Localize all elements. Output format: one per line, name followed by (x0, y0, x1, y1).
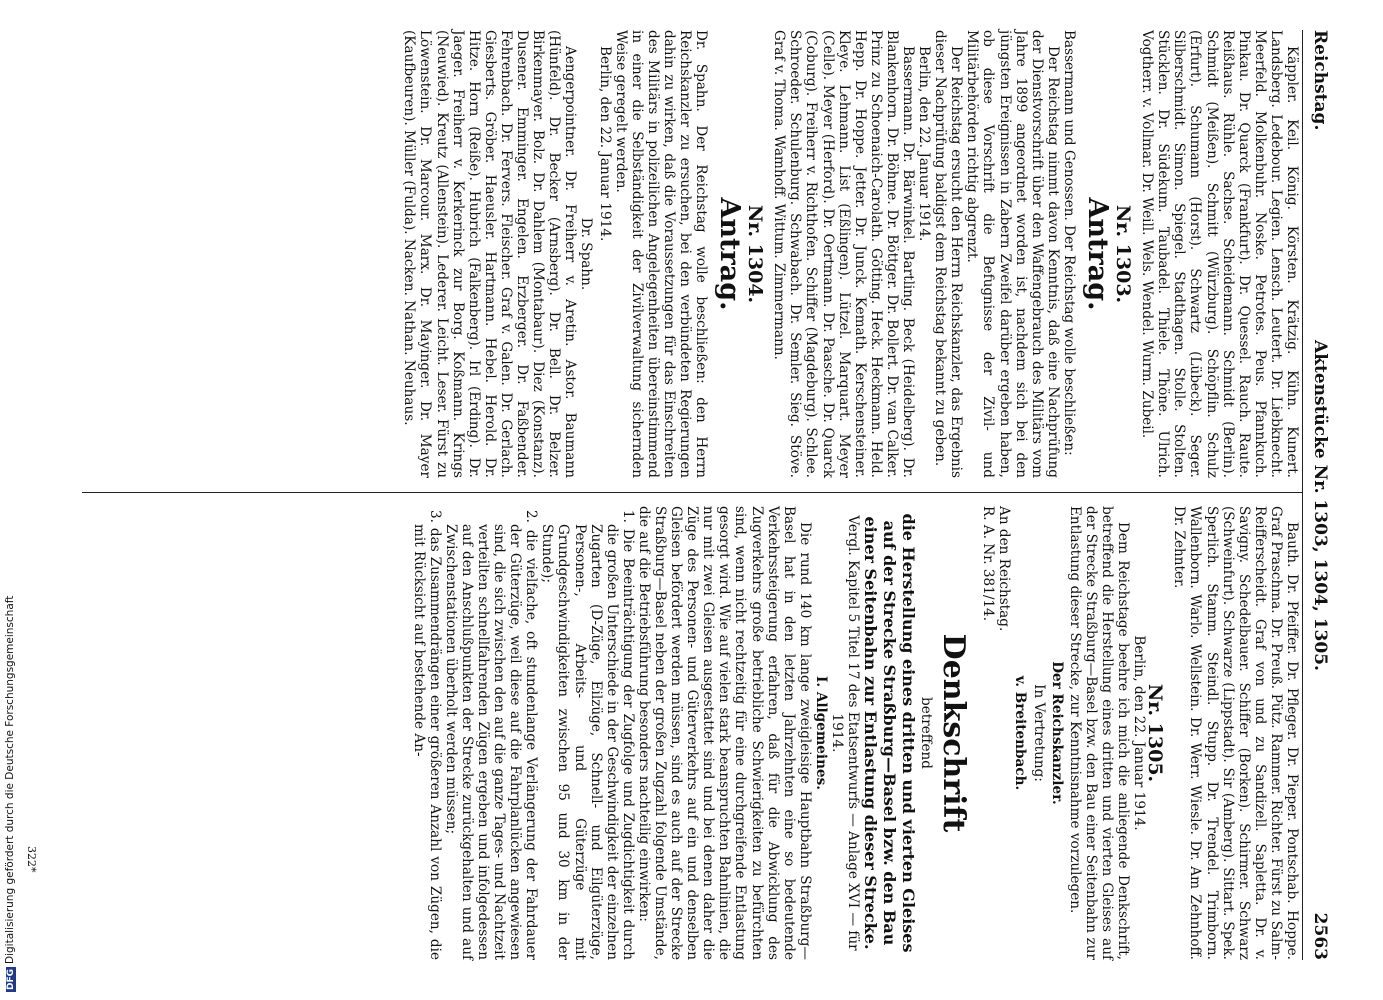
rotated-content (80, 30, 1330, 960)
motion-intro: Bassermann und Genossen. Der Reichstag wolle beschließen: (1060, 30, 1077, 456)
addressee: An den Reichstag. (996, 506, 1013, 632)
motion-body: Der Reichstag nimmt davon Kenntnis, daß eine Nachprüfung der Dienstvorschrift über den Waffengebrauch des Militärs vom Jahre 1899 angeordnet worden ist, nachdem sich bei den jüngsten Ereignissen in Zabern Zweifel darüber ergeben haben, ob diese Vorschrift die Befugnisse der Zivil- und Militärbehörden richtig abgrenzt. (964, 30, 1061, 478)
digitization-credit (4, 596, 16, 992)
document-number: Nr. 1303. (1112, 204, 1135, 304)
document-title: Antrag. (714, 197, 746, 311)
signature-title: Der Reichskanzler. (1048, 661, 1065, 805)
document-number: Nr. 1304. (744, 204, 767, 304)
document-number: Nr. 1305. (1144, 683, 1167, 783)
left-column (401, 30, 1300, 478)
signatory-list: Bauth. Dr. Pfeiffer. Dr. Pfleger. Dr. Pieper. Pontschab. Hoppe. Graf Praschma. Dr. Preuß. Pütz. Rammer. Richter. Fürst zu Salm-Reifferscheidt. Graf von und zu Sandizell. Sapletta. Dr. v. Savigny. Schedelbauer. Schiffer (Borken). Schirmer. Schwarz (Schweinfurt). Schwarze (Lippstadt). Sir (Amberg). Sittart. Spek. Sperlich. Stamm. Steindl. Stupp. Dr. Trendel. Trimborn. Wallenborn. Warlo. Wellstein. Dr. Werr. Wiesle. Dr. Am Zehnhoff. Dr. Zehnter. (1171, 506, 1300, 960)
signature-vertretung: In Vertretung: (1030, 684, 1047, 782)
signatory-list: Aengerpointner. Dr. Freiherr v. Aretin. Astor. Baumann (Hünfeld). Dr. Becker (Arnsberg). Dr. Bell. Dr. Belzer. Birkenmayer. Bolz. Dr. Dahlem (Montabaur). Diez (Konstanz). Dusener. Emminger. Engelen. Erzberger. Dr. Faßbender. Fehrenbach. Dr. Fervers. Fleischer. Graf v. Galen. Dr. Gerlach. Giesberts. Gröber. Haeusler. Hartmann. Hebel. Herold. Dr. Hitze. Horn (Reiße). Hubrich (Falkenberg). Irl (Erding). Dr. Jaeger. Freiherr v. Kerkerinck zur Borg. Koßmann. Krings (Neuwied). Kreutz (Allenstein). Lederer. Leicht. Leser. Fürst zu Löwenstein. Dr. Marcour. Marx. Dr. Mayinger. Dr. Mayer (Kaufbeuren). Müller (Fulda). Nacken. Nathan. Neuhaus. (401, 30, 579, 478)
header-left: Reichstag. (1310, 30, 1330, 131)
document-title: Antrag. (1081, 197, 1113, 311)
signature-name: v. Breitenbach. (1012, 675, 1029, 791)
section-heading: I. Allgemeines. (812, 676, 829, 790)
denkschrift-betreffend: betreffend (918, 697, 935, 769)
dfg-logo: DFG (6, 968, 16, 990)
denkschrift-title: Denkschrift (936, 633, 972, 833)
header-page-number: 2563 (1310, 912, 1330, 960)
right-column (411, 506, 1301, 960)
motion-signer: Dr. Spahn. (578, 217, 595, 291)
letter-date: Berlin, den 22. Januar 1914. (1131, 635, 1148, 831)
list-item: 3. das Zusammendrängen einer größeren Anzahl von Zügen, die mit Rücksicht auf bestehende An- (410, 510, 443, 960)
page-header (1304, 30, 1330, 960)
list-item: 1. Die Beeinträchtigung der Zugfolge und Zugdichtigkeit durch die großen Unterschiede in der Geschwindigkeit der einzelnen Zugarten (D-Züge, Eilzüge, Schnell- und Eilgüterzüge, Personen-, Arbeits- und Güterzüge mit Grundgeschwindigkeiten zwischen 95 und 30 km in der Stunde); (539, 510, 636, 960)
motion-date: Berlin, den 22. Januar 1914. (596, 46, 613, 242)
motion-body: Dr. Spahn. Der Reichstag wolle beschließen: den Herrn Reichskanzler zu ersuchen, bei den verbündeten Regierungen dahin zu wirken, daß die Voraussetzungen für das Einschreiten des Militärs in polizeilichen Angelegenheiten übereinstimmend in einer die Selbständigkeit der Zivilverwaltung sichernden Weise geregelt werden. (612, 30, 710, 478)
letter-body: Dem Reichstage beehre ich mich die anliegende Denkschrift, betreffend die Herstellung eines dritten und vierten Gleises auf der Strecke Straßburg—Basel bzw. den Bau einer Seitenbahn zur Entlastung dieser Strecke, zur Kenntnisnahme vorzulegen. (1066, 506, 1132, 960)
body-paragraph: Die rund 140 km lange zweigleisige Hauptbahn Straßburg—Basel hat in den letzten Jahrzehnten eine so bedeutende Verkehrssteigerung erfahren, daß für die Abwicklung des Zugverkehrs große betriebliche Schwierigkeiten zu befürchten sind, wenn nicht rechtzeitig für eine durchgreifende Entlastung gesorgt wird. Wie auf vielen stark beanspruchten Bahnlinien, die nur mit zwei Gleisen ausgestattet sind und bei denen daher die Züge des Personen- und Güterverkehrs auf ein und denselben Gleisen befördert werden müssen, sind es auch auf der Strecke Straßburg—Basel neben der großen Zugzahl folgende Umstände, die auf die Betriebsführung besonders nachteilig einwirken: (635, 506, 813, 960)
list-item: 2. die vielfache, oft stundenlange Verlängerung der Fahrdauer der Güterzüge, weil diese auf die Fahrplanlücken angewiesen sind, die sich zwischen den auf die ganze Tages- und Nachtzeit verteilten schnellfahrenden Zügen ergeben und infolgedessen auf den Anschlußpunkten der Strecke zurückgehalten und auf Zwischenstationen überholt werden müssen; (442, 510, 540, 960)
reference-number: R. A. Nr. 381/14. (980, 506, 997, 622)
header-center: Aktenstücke Nr. 1303, 1304, 1305. (1310, 340, 1330, 671)
signatory-list: Bassermann. Dr. Bärwinkel. Bartling. Beck (Heidelberg). Dr. Blankenhorn. Dr. Böhme. Dr. Böttger. Dr. Bollert. Dr. van Calker. Prinz zu Schoenaich-Carolath. Götting. Heck. Heckmann. Held. Hepp. Dr. Hoppe. Jetter. Dr. Junck. Kemath. Kerschensteiner. Kleye. Lehmann. List (Eßlingen). Lützel. Marquart. Meyer (Celle). Meyer (Herford). Dr. Oertmann. Dr. Paasche. Dr. Quarck (Coburg). Freiherr v. Richthofen. Schiffer (Magdeburg). Schlee. Schroeder. Schulenburg. Schwabach. Dr. Semler. Sieg. Stöve. Graf v. Thoma. Wamhoff. Wittum. Zimmermann. (771, 30, 917, 478)
page-footer-number: 322* (25, 846, 38, 873)
header-rule (1302, 30, 1303, 960)
budget-reference: Vergl. Kapitel 5 Titel 17 des Etatsentwurfs — Anlage XVI — für 1914. (829, 515, 862, 951)
motion-date: Berlin, den 22. Januar 1914. (916, 46, 933, 242)
denkschrift-subject: die Herstellung eines dritten und vierten Gleises auf der Strecke Straßburg—Basel bzw. den Bau einer Seitenbahn zur Entlastung dieser Strecke. (861, 513, 919, 953)
motion-body: Der Reichstag ersucht den Herrn Reichskanzler, das Ergebnis dieser Nachprüfung baldigst dem Reichstag bekannt zu geben. (932, 30, 965, 478)
signatory-list: Käppler. Keil. König. Körsten. Krätzig. Kühn. Kunert. Landsberg. Ledebour. Legien. Lensch. Leutert. Dr. Liebknecht. Meerfeld. Molkenbuhr. Noske. Petrotes. Peus. Pfannkuch. Pinkau. Dr. Quarck (Frankfurt). Dr. Quessel. Rauch. Raute. Reißhaus. Rühle. Sachse. Scheidemann. Schmidt (Berlin). Schmidt (Meißen). Schmitt (Würzburg). Schöpflin. Schulz (Erfurt). Schumann (Horst). Schwartz (Lübeck). Seger. Silberschmidt. Simon. Spiegel. Stadthagen. Stolle. Stolten. Stücklen. Dr. Südekum. Taubadel. Thiele. Thöne. Ulrich. Vogtherr. v. Vollmar. Dr. Weill. Wels. Wendel. Wurm. Zubeil. (1139, 30, 1300, 478)
digitization-text: Digitalisierung gefördert durch die Deutsche Forschungsgemeinschaft (4, 595, 16, 964)
column-divider (82, 492, 1302, 493)
